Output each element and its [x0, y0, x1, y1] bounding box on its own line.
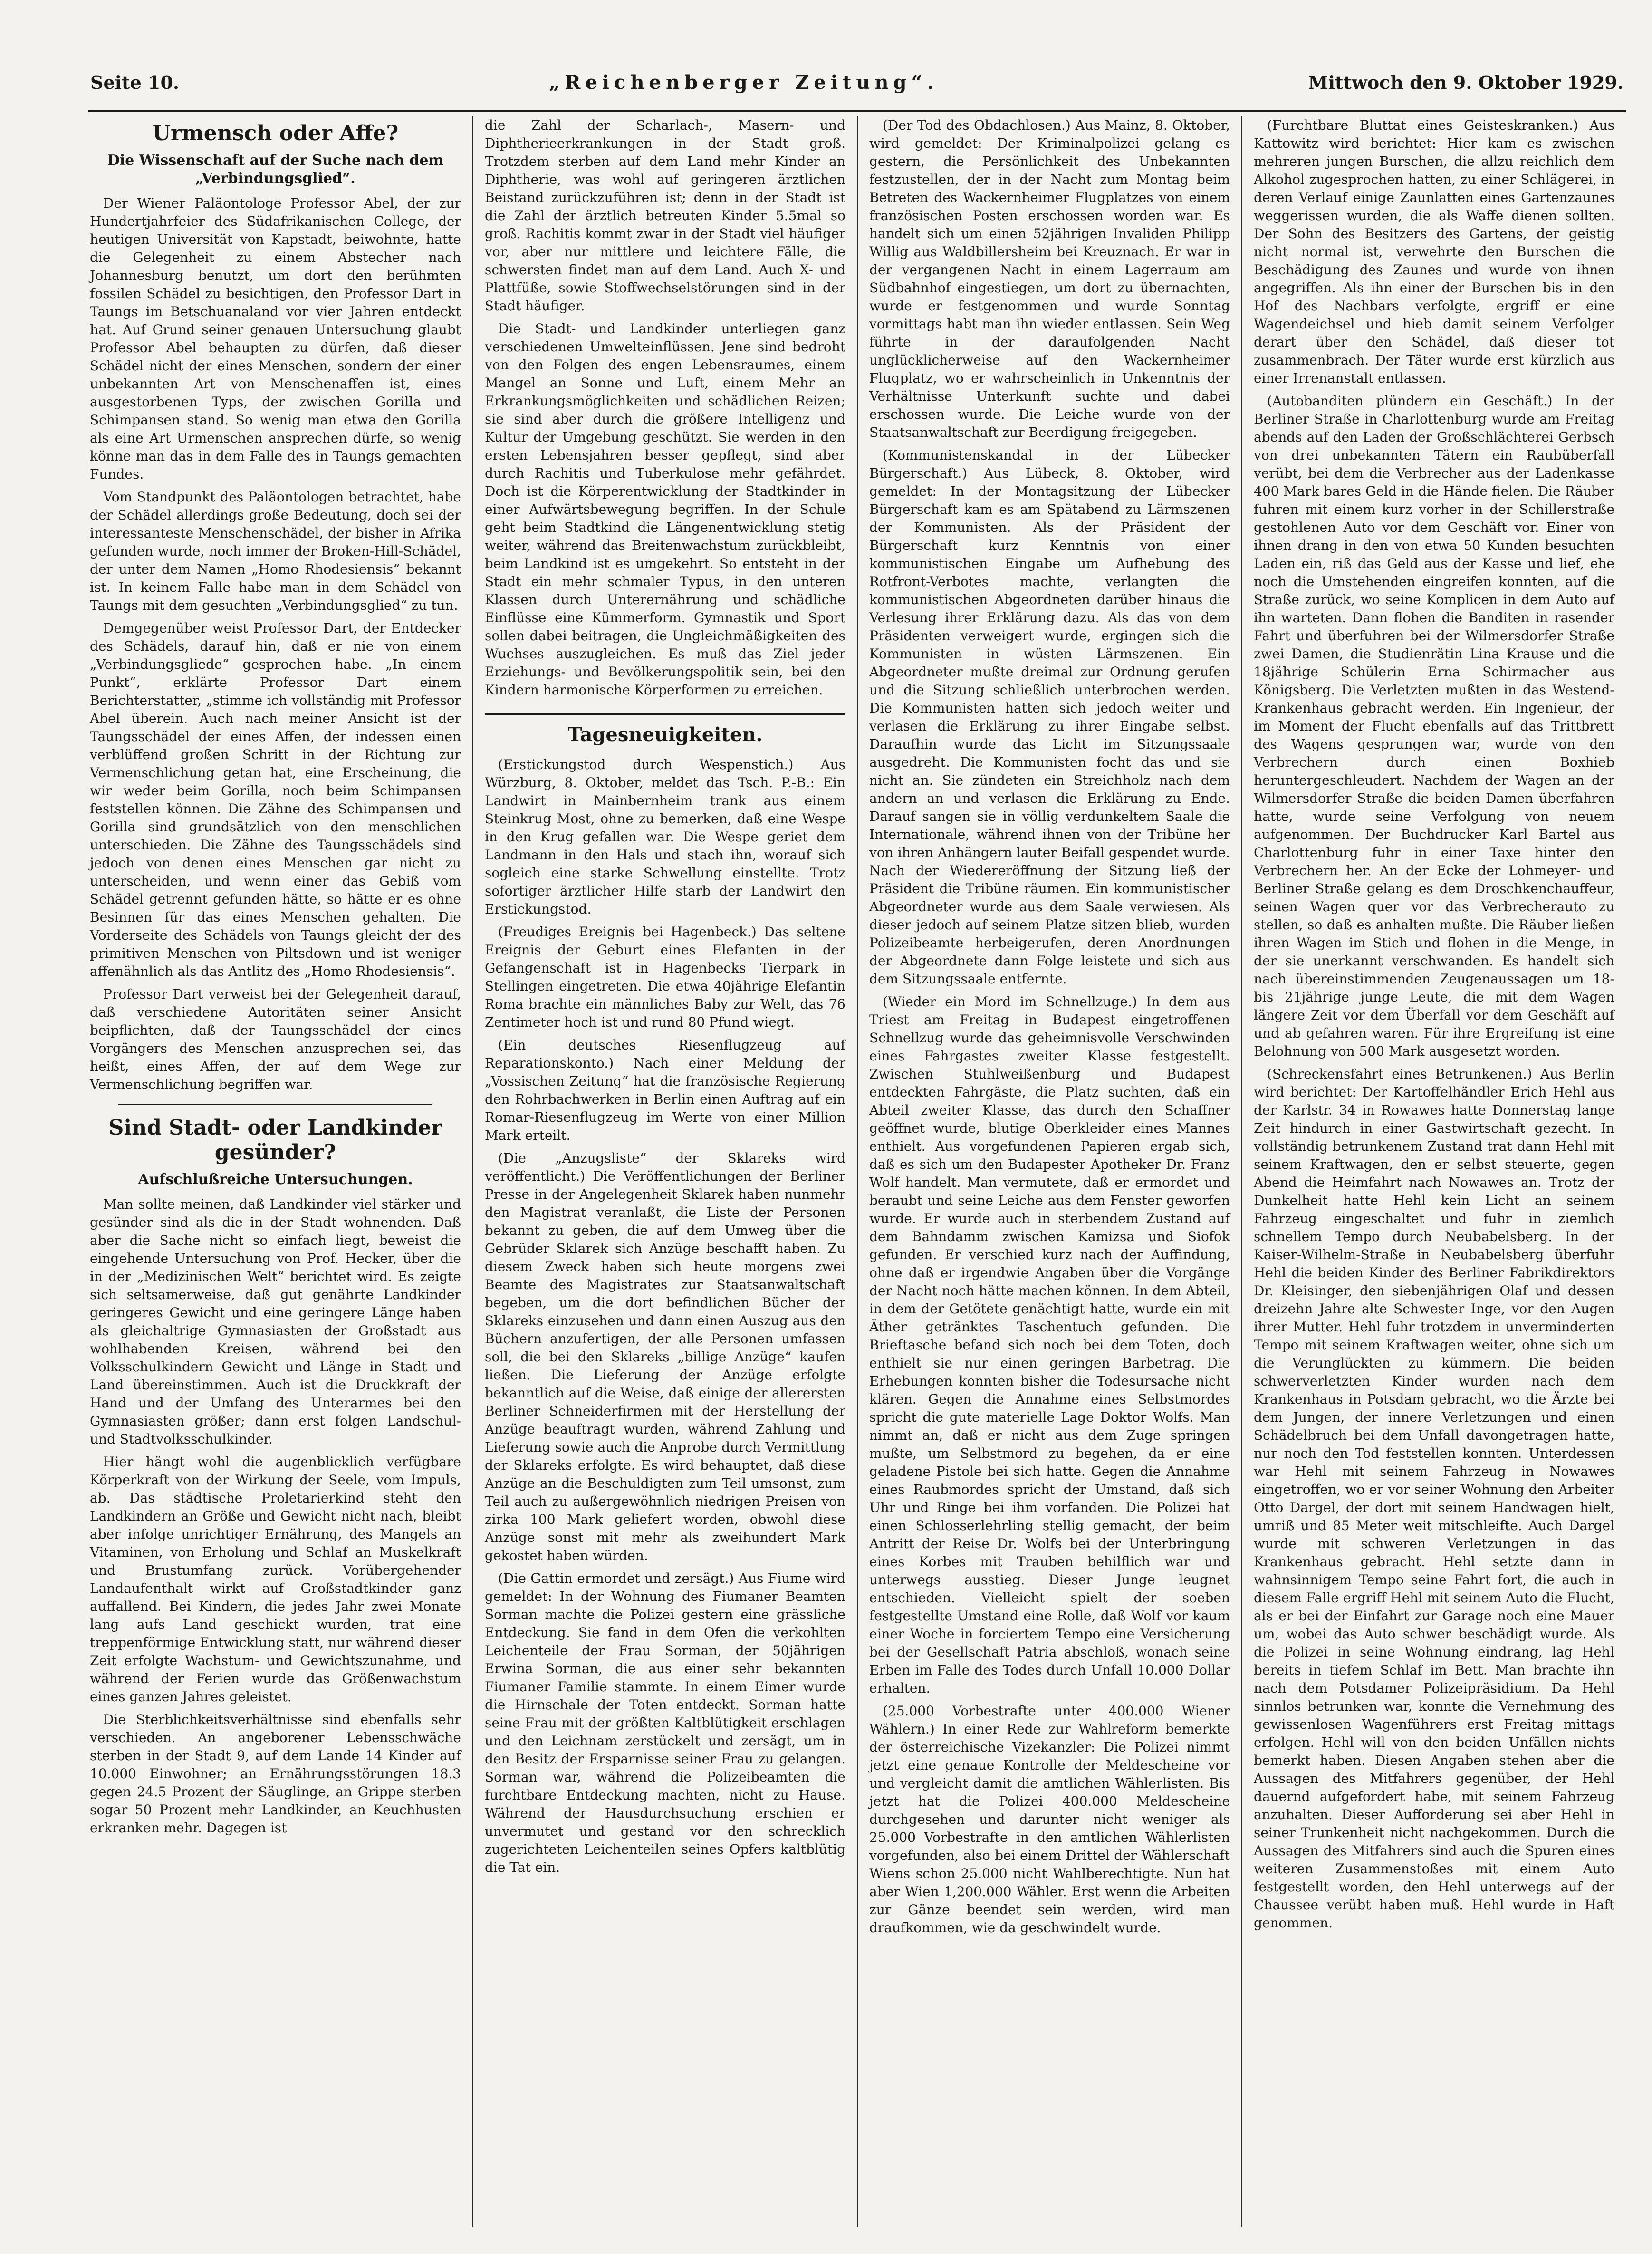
column-4 — [1241, 116, 1626, 2227]
column-2 — [472, 116, 857, 2227]
news-item: (Schreckensfahrt eines Betrunkenen.) Aus Berlin wird berichtet: Der Kartoffelhändler Erich Hehl aus der Karlstr. 34 in Rowawes hatte Donnerstag lange Zeit hindurch in einer Gastwirtschaft gezecht. In vollständig betrunkenem Zustand trat dann Hehl mit seinem Kraftwagen, den er selbst steuerte, gegen Abend die Heimfahrt nach Nowawes an. Trotz der Dunkelheit hatte Hehl kein Licht an seinem Fahrzeug eingeschaltet und fuhr in ziemlich schnellem Tempo durch Neubabelsberg. In der Kaiser-Wilhelm-Straße in Neubabelsberg überfuhr Hehl die beiden Kinder des Berliner Fabrikdirektors Dr. Kleisinger, den siebenjährigen Olaf und dessen dreizehn Jahre alte Schwester Inge, vor den Augen ihrer Mutter. Hehl fuhr trotzdem in unverminderten Tempo mit seinem Kraftwagen weiter, ohne sich um die Verunglückten zu kümmern. Die beiden schwerverletzten Kinder wurden nach dem Krankenhaus in Potsdam gebracht, wo die Ärzte bei dem Jungen, der innere Verletzungen und einen Schädelbruch bei dem Unfall davongetragen hatte, nur noch den Tod feststellen konnten. Unterdessen war Hehl mit seinem Fahrzeug in Nowawes eingetroffen, wo er vor seiner Wohnung den Arbeiter Otto Dargel, der dort mit seinem Handwagen hielt, umriß und 85 Meter weit mitschleifte. Auch Dargel wurde mit schweren Verletzungen in das Krankenhaus gebracht. Hehl setzte dann in wahnsinnigem Tempo seine Fahrt fort, die auch in diesem Falle ergriff Hehl mit seinem Auto die Flucht, als er bei der Einfahrt zur Garage noch eine Mauer um, wobei das Auto schwer beschädigt wurde. Als die Polizei in seine Wohnung eindrang, lag Hehl bereits in tiefem Schlaf im Bett. Man brachte ihn nach dem Potsdamer Polizeipräsidium. Da Hehl sinnlos betrunken war, konnte die Vernehmung des gewissenlosen Wagenführers erst Freitag mittags erfolgen. Hehl will von den beiden Unfällen nichts bemerkt haben. Diesen Angaben stehen aber die Aussagen des Mitfahrers gegenüber, der Hehl dauernd aufgefordert habe, mit seinem Fahrzeug anzuhalten. Dieser Aufforderung sei aber Hehl in seiner Trunkenheit nicht nachgekommen. Durch die Aussagen des Mitfahrers sind auch die Spuren eines weiteren Zusammenstoßes mit einem Auto festgestellt worden, den Hehl unterwegs auf der Chaussee verübt haben muß. Hehl wurde in Haft genommen. — [1254, 1066, 1614, 1931]
issue-date: Mittwoch den 9. Oktober 1929. — [1308, 72, 1623, 93]
article-title: Sind Stadt- oder Landkinder gesünder? — [108, 1116, 442, 1165]
news-item: (Die „Anzugsliste“ der Sklareks wird veröffentlicht.) Die Veröffentlichungen der Berliner Presse in der Angelegenheit Sklarek haben nunmehr den Magistrat veranlaßt, die Liste der Personen bekannt zu geben, die auf dem Umweg über die Gebrüder Sklarek sich Anzüge beschafft haben. Zu diesem Zweck haben sich heute morgens zwei Beamte des Magistrates zur Staatsanwaltschaft begeben, um die dort befindlichen Bücher der Sklareks einzusehen und dann einen Auszug aus den Büchern anzufertigen, der alle Personen umfassen soll, die bei den Sklareks „billige Anzüge“ kaufen ließen. Die Lieferung der Anzüge erfolgte bekanntlich auf die Weise, daß einige der allerersten Berliner Schneiderfirmen mit der Herstellung der Anzüge beauftragt wurden, während Zahlung und Lieferung sowie auch die Anprobe durch Vermittlung der Sklareks erfolgte. Es wird behauptet, daß diese Anzüge an die Beschuldigten zum Teil umsonst, zum Teil auch zu außergewöhnlich niedrigen Preisen von zirka 100 Mark geliefert worden, obwohl diese Anzüge sonst mit mehr als zweihundert Mark gekostet haben würden. — [485, 1150, 845, 1563]
page-number: Seite 10. — [90, 72, 180, 93]
article-title: Urmensch oder Affe? — [152, 121, 399, 145]
article-separator — [118, 1104, 432, 1105]
paragraph: Die Sterblichkeitsverhältnisse sind ebenfalls sehr verschieden. An angeborener Lebensschwäche sterben in der Stadt 9, auf dem Lande 14 Kinder auf 10.000 Einwohner; an Ernährungsstörungen 18.3 gegen 24.5 Prozent der Säuglinge, an Grippe sterben sogar 50 Prozent mehr Landkinder, an Keuchhusten erkranken mehr. Dagegen ist — [90, 1712, 461, 1836]
paragraph: Hier hängt wohl die augenblicklich verfügbare Körperkraft von der Wirkung der Seele, vom Impuls, ab. Das städtische Proletarierkind steht den Landkindern an Größe und Gewicht nicht nach, bleibt aber infolge unrichtiger Ernährung, des Mangels an Vitaminen, von Erholung und Schlaf an Muskelkraft und Brustumfang zurück. Vorübergehender Landaufenthalt wirkt auf Großstadtkinder ganz auffallend. Bei Kindern, die jedes Jahr zwei Monate lang aufs Land geschickt wurden, trat eine treppenförmige Entwicklung statt, nur während dieser Zeit erfolgte Wachstum- und Gewichtszunahme, und während der Ferien wurde das Größenwachstum eines ganzen Jahres geleistet. — [90, 1454, 461, 1705]
paragraph: Demgegenüber weist Professor Dart, der Entdecker des Schädels, darauf hin, daß er nie von einem „Verbindungsgliede“ gesprochen habe. „In einem Punkt“, erklärte Professor Dart einem Berichterstatter, „stimme ich vollständig mit Professor Abel überein. Auch nach meiner Ansicht ist der Taungsschädel der eines Affen, der indessen einen verblüffend großen Schritt in der Richtung zur Vermenschlichung getan hat, eine Erscheinung, die wir weder beim Gorilla, noch beim Schimpansen feststellen können. Die Zähne des Schimpansen und Gorilla sind grundsätzlich von den menschlichen unterschieden. Die Zähne des Taungsschädels sind jedoch von denen eines Menschen gar nicht zu unterscheiden, und wenn einer das Gebiß vom Schädel getrennt gefunden hätte, so hätte er es ohne Besinnen für das eines Menschen gehalten. Die Vorderseite des Schädels von Taungs gleicht der des primitiven Menschen von Piltsdown und ist weniger affenähnlich als das Antlitz des „Homo Rhodesiensis“. — [90, 620, 461, 979]
paragraph: Der Wiener Paläontologe Professor Abel, der zur Hundertjahrfeier des Südafrikanischen College, der heutigen Universität von Kapstadt, beiwohnte, hatte die Gelegenheit zu einem Abstecher nach Johannesburg benutzt, um dort den berühmten fossilen Schädel zu besichtigen, den Professor Dart in Taungs im Betschuanaland vor vier Jahren entdeckt hat. Auf Grund seiner genauen Untersuchung glaubt Professor Abel behaupten zu dürfen, daß dieser Schädel nicht der eines Menschen, sondern der einer unbekannten Art von Menschenaffen ist, eines ausgestorbenen Typs, der zwischen Gorilla und Schimpansen stand. So wenig man etwa den Gorilla als eine Art Urmenschen ansprechen dürfe, so wenig könne man das in dem Falle des in Taungs gemachten Fundes. — [90, 195, 461, 482]
columns — [88, 116, 1626, 2227]
news-item: (Autobanditen plündern ein Geschäft.) In der Berliner Straße in Charlottenburg wurde am Freitag abends auf den Laden der Großschlächterei Gerbsch von drei unbekannten Tätern ein Raubüberfall verübt, bei dem die Verbrecher aus der Ladenkasse 400 Mark bares Geld in die Hände fielen. Die Räuber fuhren mit einem kurz vorher in der Schillerstraße gestohlenen Auto vor dem Geschäft vor. Einer von ihnen drang in den von etwa 50 Kunden besuchten Laden ein, riß das Geld aus der Kasse und lief, ehe noch die Umstehenden eingreifen konnten, auf die Straße zurück, wo seine Komplicen in dem Auto auf ihn warteten. Dann flohen die Banditen in rasender Fahrt und überfuhren bei der Wilmersdorfer Straße zwei Damen, die Studienrätin Lina Krause und die 18jährige Schülerin Erna Schirmacher aus Königsberg. Die Verletzten mußten in das Westend-Krankenhaus gebracht werden. Ein Ingenieur, der im Moment der Flucht ebenfalls auf das Trittbrett des Wagens gesprungen war, wurde von den Verbrechern durch einen Boxhieb heruntergeschleudert. Nachdem der Wagen an der Wilmersdorfer Straße die beiden Damen überfahren hatte, wurde seine Verfolgung von neuem aufgenommen. Der Buchdrucker Karl Bartel aus Charlottenburg fuhr in einer Taxe hinter den Verbrechern her. An der Ecke der Lohmeyer- und Berliner Straße gelang es dem Droschkenchauffeur, seinen Wagen quer vor das Verbrecherauto zu stellen, so daß es anhalten mußte. Die Räuber ließen ihren Wagen im Stich und flohen in die Menge, in der sie unerkannt verschwanden. Es handelt sich nach übereinstimmenden Zeugenaussagen um 18- bis 21jährige junge Leute, die mit dem Wagen längere Zeit vor dem Überfall vor dem Geschäft auf und ab gefahren waren. Für ihre Ergreifung ist eine Belohnung von 500 Mark ausgesetzt worden. — [1254, 393, 1614, 1059]
article-subtitle: Die Wissenschaft auf der Suche nach dem „Verbindungsglied“. — [107, 152, 444, 187]
paragraph: Vom Standpunkt des Paläontologen betrachtet, habe der Schädel allerdings große Bedeutung, doch sei der interessanteste Menschenschädel, der bisher in Afrika gefunden wurde, noch immer der Broken-Hill-Schädel, der unter dem Namen „Homo Rhodesiensis“ bekannt ist. In keinem Falle habe man in dem Schädel von Taungs mit dem gesuchten „Verbindungsglied“ zu tun. — [90, 489, 461, 613]
news-item: (Furchtbare Bluttat eines Geisteskranken.) Aus Kattowitz wird berichtet: Hier kam es zwischen mehreren jungen Burschen, die allzu reichlich dem Alkohol zugesprochen hatten, zu einer Schlägerei, in deren Verlauf einige Zaunlatten eines Gartenzaunes weggerissen wurden, die als Waffe dienen sollten. Der Sohn des Besitzers des Gartens, der geistig nicht normal ist, verwehrte den Burschen die Beschädigung des Zaunes und wurde von ihnen angegriffen. Als ihn einer der Burschen bis in den Hof des Nachbars verfolgte, ergriff er eine Wagendeichsel und hieb damit seinem Verfolger derart über den Schädel, daß dieser tot zusammenbrach. Der Täter wurde erst kürzlich aus einer Irrenanstalt entlassen. — [1254, 117, 1614, 386]
paragraph: die Zahl der Scharlach-, Masern- und Diphtherieerkrankungen in der Stadt groß. Trotzdem sterben auf dem Land mehr Kinder an Diphtherie, was wohl auf geringeren ärztlichen Beistand zurückzuführen ist; denn in der Stadt ist die Zahl der ärztlich betreuten Kinder 5.5mal so groß. Rachitis kommt zwar in der Stadt viel häufiger vor, aber nur mittlere und leichtere Fälle, die schwersten findet man auf dem Land. Auch X- und Plattfüße, sowie Stoffwechselstörungen sind in der Stadt häufiger. — [485, 117, 845, 314]
newspaper-title: „Reichenberger Zeitung“. — [549, 71, 939, 94]
news-item: (25.000 Vorbestrafte unter 400.000 Wiener Wählern.) In einer Rede zur Wahlreform bemerkte der österreichische Vizekanzler: Die Polizei nimmt jetzt eine genaue Kontrolle der Meldescheine vor und vergleicht damit die amtlichen Wählerlisten. Bis jetzt hat die Polizei 400.000 Meldescheine durchgesehen und darunter nicht weniger als 25.000 Vorbestrafte in den amtlichen Wählerlisten vorgefunden, also bei einem Drittel der Wählerschaft Wiens schon 25.000 nicht Wahlberechtigte. Nun hat aber Wien 1,200.000 Wähler. Erst wenn die Arbeiten zur Gänze beendet sein werden, wird man draufkommen, wie da geschwindelt wurde. — [869, 1703, 1230, 1936]
paragraph: Die Stadt- und Landkinder unterliegen ganz verschiedenen Umwelteinflüssen. Jene sind bedroht von den Folgen des engen Lebensraumes, einem Mangel an Sonne und Luft, einem Mehr an Erkrankungsmöglichkeiten und schädlichen Reizen; sie sind aber durch die größere Intelligenz und Kultur der Umgebung geschützt. Sie werden in den ersten Lebensjahren besser gepflegt, sind aber durch Rachitis und Tuberkulose mehr gefährdet. Doch ist die Körperentwicklung der Stadtkinder in einer Aufwärtsbewegung begriffen. In der Schule geht beim Stadtkind die Längenentwicklung stetig weiter, während das Breitenwachstum zurückbleibt, beim Landkind ist es umgekehrt. So entsteht in der Stadt ein mehr schmaler Typus, in den unteren Klassen durch Unterernährung und schädliche Einflüsse eine Kümmerform. Gymnastik und Sport sollen dabei beitragen, die Ungleichmäßigkeiten des Wuchses auszugleichen. Es muß das Ziel jeder Erziehungs- und Bevölkerungspolitik sein, bei den Kindern harmonische Körperformen zu erreichen. — [485, 321, 845, 698]
paragraph: Professor Dart verweist bei der Gelegenheit darauf, daß verschiedene Autoritäten seiner Ansicht beipflichten, daß der Taungsschädel der eines Vorgängers des Menschen anzusprechen sei, das heißt, eines Affen, der auf dem Wege zur Vermenschlichung begriffen war. — [90, 986, 461, 1092]
news-item: (Kommunistenskandal in der Lübecker Bürgerschaft.) Aus Lübeck, 8. Oktober, wird gemeldet: In der Montagsitzung der Lübecker Bürgerschaft kam es am Spätabend zu Lärmszenen der Kommunisten. Als der Präsident der Bürgerschaft kurz Kenntnis von einer kommunistischen Eingabe um Aufhebung des Rotfront-Verbotes machte, verlangten die kommunistischen Abgeordneten darüber hinaus die Verlesung ihrer Erklärung dazu. Als das von dem Präsidenten verweigert wurde, ergingen sich die Kommunisten in wüsten Lärmszenen. Ein Abgeordneter mußte dreimal zur Ordnung gerufen und die Sitzung schließlich unterbrochen werden. Die Kommunisten hatten sich jedoch weiter und verlasen die Erklärung zu ihrer Eingabe selbst. Daraufhin wurde das Licht im Sitzungssaale ausgedreht. Die Kommunisten focht das und sie nicht an. Sie zündeten ein Streichholz nach dem andern an und verlasen die Erklärung zu Ende. Darauf sangen sie in völlig verdunkeltem Saale die Internationale, während ihnen von der Tribüne her von ihren Anhängern lauter Beifall gespendet wurde. Nach der Wiedereröffnung der Sitzung ließ der Präsident die Tribüne räumen. Ein kommunistischer Abgeordneter wurde aus dem Saale verwiesen. Als dieser jedoch auf seinem Platze sitzen blieb, wurden Polizeibeamte herbeigerufen, deren Anordnungen der Abgeordnete dann Folge leistete und sich aus dem Sitzungssaale entfernte. — [869, 447, 1230, 987]
news-item: (Erstickungstod durch Wespenstich.) Aus Würzburg, 8. Oktober, meldet das Tsch. P.-B.: Ein Landwirt in Mainbernheim trank aus einem Steinkrug Most, ohne zu bemerken, daß eine Wespe in den Krug gefallen war. Die Wespe geriet dem Landmann in den Hals und stach ihn, worauf sich sogleich eine starke Schwellung einstellte. Trotz sofortiger ärztlicher Hilfe starb der Landwirt den Erstickungstod. — [485, 757, 845, 917]
section-heading: Tagesneuigkeiten. — [485, 713, 845, 746]
masthead — [90, 71, 1623, 109]
column-3 — [857, 116, 1241, 2227]
news-item: (Der Tod des Obdachlosen.) Aus Mainz, 8. Oktober, wird gemeldet: Der Kriminalpolizei gelang es gestern, die Persönlichkeit des Unbekannten festzustellen, der in der Nacht zum Montag beim Betreten des Wackernheimer Flugplatzes von einem französischen Posten erschossen worden war. Es handelt sich um einen 52jährigen Invaliden Philipp Willig aus Waldbillersheim bei Kreuznach. Er war in der vergangenen Nacht in einem Lagerraum am Südbahnhof eingestiegen, um dort zu übernachten, wurde er festgenommen und wurde Sonntag vormittags habt man ihn wieder entlassen. Sein Weg führte in der daraufolgenden Nacht unglücklicherweise auf den Wackernheimer Flugplatz, wo er wahrscheinlich in Unkenntnis der Verhältnisse Unterkunft suchte und dabei erschossen wurde. Die Leiche wurde von der Staatsanwaltschaft zur Beerdigung freigegeben. — [869, 117, 1230, 440]
news-item: (Die Gattin ermordet und zersägt.) Aus Fiume wird gemeldet: In der Wohnung des Fiumaner Beamten Sorman machte die Polizei gestern eine grässliche Entdeckung. Sie fand in dem Ofen die verkohlten Leichenteile der Frau Sorman, der 50jährigen Erwina Sorman, die aus einer sehr bekannten Fiumaner Familie stammte. In einem Eimer wurde die Hirnschale der Toten entdeckt. Sorman hatte seine Frau mit der größten Kaltblütigkeit erschlagen und den Leichnam zerstückelt und zersägt, um in den Besitz der Ersparnisse seiner Frau zu gelangen. Sorman war, während die Polizeibeamten die furchtbare Entdeckung machten, nicht zu Hause. Während der Hausdurchsuchung erschien er unvermutet und gestand vor den schrecklich zugerichteten Leichenteilen seines Opfers kaltblütig die Tat ein. — [485, 1570, 845, 1875]
column-1 — [88, 116, 472, 2227]
news-item: (Freudiges Ereignis bei Hagenbeck.) Das seltene Ereignis der Geburt eines Elefanten in der Gefangenschaft ist in Hagenbecks Tierpark in Stellingen eingetreten. Die etwa 40jährige Elefantin Roma brachte ein männliches Baby zur Welt, das 76 Zentimeter hoch ist und rund 80 Pfund wiegt. — [485, 924, 845, 1030]
news-item: (Wieder ein Mord im Schnellzuge.) In dem aus Triest am Freitag in Budapest eingetroffenen Schnellzug wurde das geheimnisvolle Verschwinden eines Fahrgastes zweiter Klasse festgestellt. Zwischen Stuhlweißenburg und Budapest entdeckten Fahrgäste, die Platz suchten, daß ein Abteil zweiter Klasse, das durch den Schaffner geöffnet wurde, blutige Oberkleider eines Mannes enthielt. Aus vorgefundenen Papieren ergab sich, daß es sich um den Budapester Apotheker Dr. Franz Wolf handelt. Man vermutete, daß er ermordet und beraubt und seine Leiche aus dem Fenster geworfen wurde. Er wurde auch in sterbendem Zustand auf dem Bahndamm zwischen Kamizsa und Siofok gefunden. Er verschied kurz nach der Auffindung, ohne daß er irgendwie Angaben über die Vorgänge der Nacht noch hätte machen können. In dem Abteil, in dem der Getötete genächtigt hatte, wurde ein mit Äther getränktes Taschentuch gefunden. Die Brieftasche befand sich noch bei dem Toten, doch enthielt sie nur einen geringen Barbetrag. Die Erhebungen konnten bisher die Todesursache nicht klären. Gegen die Annahme eines Selbstmordes spricht die gute materielle Lage Doktor Wolfs. Man nimmt an, daß er nicht aus dem Zuge springen mußte, um Selbstmord zu begehen, da er eine geladene Pistole bei sich hatte. Gegen die Annahme eines Raubmordes spricht der Umstand, daß sich Uhr und Ringe bei ihm vorfanden. Die Polizei hat einen Schlosserlehrling stellig gemacht, der beim Antritt der Reise Dr. Wolfs bei der Unterbringung eines Korbes mit Trauben behilflich war und unterwegs ausstieg. Dieser Junge leugnet entschieden. Vielleicht spielt der soeben festgestellte Umstand eine Rolle, daß Wolf vor kaum einer Woche in forciertem Tempo eine Versicherung bei der Gesellschaft Patria abschloß, wonach seine Erben im Falle des Todes durch Unfall 10.000 Dollar erhalten. — [869, 994, 1230, 1696]
masthead-rule — [88, 110, 1626, 112]
article-subtitle: Aufschlußreiche Untersuchungen. — [138, 1171, 413, 1188]
paragraph: Man sollte meinen, daß Landkinder viel stärker und gesünder sind als die in der Stadt wohnenden. Daß aber die Sache nicht so einfach liegt, beweist die eingehende Untersuchung von Prof. Hecker, über die in der „Medizinischen Welt“ berichtet wird. Es zeigte sich seltsamerweise, daß gut genährte Landkinder geringeres Gewicht und eine geringere Länge haben als gleichaltrige Gymnasiasten der Großstadt aus wohlhabenden Kreisen, während bei den Volksschulkindern Gewicht und Länge in Stadt und Land übereinstimmen. Auch ist die Druckkraft der Hand und der Umfang des Unterarmes bei den Gymnasiasten größer; dann erst folgen Landschul- und Stadtvolksschulkinder. — [90, 1196, 461, 1447]
news-item: (Ein deutsches Riesenflugzeug auf Reparationskonto.) Nach einer Meldung der „Vossischen Zeitung“ hat die französische Regierung den Rohrbachwerken in Berlin einen Auftrag auf ein Romar-Riesenflugzeug im Werte von einer Million Mark erteilt. — [485, 1037, 845, 1143]
